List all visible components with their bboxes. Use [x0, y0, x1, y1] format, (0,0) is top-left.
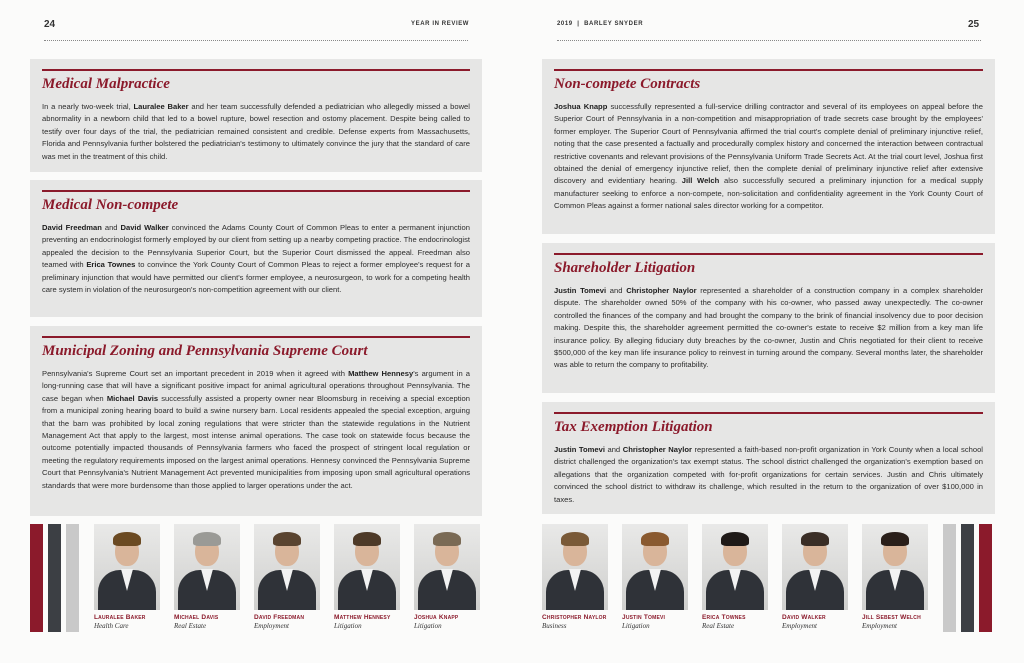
- header-divider: [557, 40, 981, 41]
- decor-bar-dark: [48, 524, 61, 632]
- section-rule: [42, 69, 470, 71]
- attorney-card: [94, 524, 162, 630]
- attorney-name: Joshua Knapp: [554, 102, 608, 111]
- body-text: and her team successfully defended a pediatrician who allegedly missed a bowel abnormality in a newborn child that led to a bowel rupture, bowel resection and ostomy placement. Despite being called to testify over four days of the trial, the pediatrician remained consistent and credible. Defense experts from Massachusetts, Florida and Pennsylvania further bolstered the pediatrician's testimony to ultimately convince the jury that the standard of care was met in the treatment of this child.: [42, 102, 470, 161]
- practice-area: Employment: [782, 622, 817, 630]
- section-body: [554, 101, 983, 213]
- body-text: Pennsylvania's Supreme Court set an important precedent in 2019 when it agreed with: [42, 369, 349, 378]
- attorney-name: Justin Tomevi: [554, 445, 605, 454]
- body-text: represented a shareholder of a construction company in a complex shareholder dispute. The shareholder owned 50% of the company with his co-owner, who passed away unexpectedly. The co-owner controlled the finances of the company and had brought the company to the brink of financial insolvency due to poor decision making. Despite this, the shareholder agreement permitted the co-owner's estate to receive $2 million from a key man life insurance policy. By alleging fiduciary duty breaches by the co-owner, Justin and Chris negotiated for their client to receive $500,000 of the key man life insurance policy to reinvest in turning around the company. Several months later, the shareholder was able to return the company to profitability.: [554, 286, 984, 370]
- section-medical-malpractice: [30, 59, 482, 172]
- practice-area: Litigation: [622, 622, 650, 630]
- attorney-photo: [702, 524, 768, 610]
- attorney-photo: [542, 524, 608, 610]
- attorney-photo: [174, 524, 240, 610]
- practice-area: Employment: [862, 622, 897, 630]
- attorney-card: [542, 524, 610, 630]
- portrait-hair: [801, 532, 829, 546]
- attorney-photo: [334, 524, 400, 610]
- decor-bar-light: [943, 524, 956, 632]
- attorney-card: [174, 524, 242, 630]
- section-municipal-zoning: [30, 326, 482, 516]
- body-text: 's argument in a long-running case that will have a significant positive impact for animal agricultural operations throughout Pennsylvania. The case began when: [42, 369, 470, 403]
- attorney-photo: [622, 524, 688, 610]
- running-head: 2019 | BARLEY SNYDER: [557, 21, 644, 27]
- attorney-name: David Freedman: [254, 614, 305, 621]
- attorney-card: [782, 524, 850, 630]
- attorney-name: Erica Townes: [702, 614, 746, 621]
- attorney-photos: [542, 524, 952, 634]
- section-shareholder-litigation: [542, 243, 995, 393]
- practice-area: Employment: [254, 622, 289, 630]
- attorney-name: David Walker: [120, 223, 169, 232]
- attorney-name: David Freedman: [42, 223, 102, 232]
- section-title: Tax Exemption Litigation: [554, 419, 713, 435]
- attorney-name: Matthew Hennesy: [334, 614, 391, 621]
- attorney-name: Christopher Naylor: [622, 445, 692, 454]
- decor-bar-dark: [961, 524, 974, 632]
- portrait-hair: [273, 532, 301, 546]
- body-text: also successfully secured a preliminary injunction for a medical supply manufacturer seeking to enforce a non-compete, non-solicitation and confidentiality agreement in the York County Court of Common Pleas against a former national sales director working for a competitor.: [554, 176, 983, 211]
- section-title: Non-compete Contracts: [554, 76, 701, 92]
- attorney-card: [334, 524, 402, 630]
- body-text: represented a faith-based non-profit organization in York County when a local school district challenged the organization's tax exempt status. The school district challenged the organization's exemption based on allegations that the organization competed with for-profit organizations for certain services. Justin and Chris ultimately convinced the school district to withdraw its challenge, which resulted in the return to the organization of over $100,000 in taxes.: [554, 445, 983, 504]
- section-rule: [554, 69, 983, 71]
- body-text: successfully represented a full-service drilling contractor and several of its employees on appeal before the Superior Court of Pennsylvania in a non-competition and misappropriation of trade secrets case brought by the employees' former employer. The Superior Court of Pennsylvania affirmed the trial court's complete denial of preliminary injunctive relief, noting that the case presented a factually and procedurally complex history and concerned the interaction between contractual restrictive covenants and relevant provisions of the Pennsylvania Uniform Trade Secrets Act. At the trial court level, Joshua first obtained the denial of emergency injunctive relief, then the complete denial of preliminary injunctive relief after extensive discovery and evidentiary hearing.: [554, 102, 983, 186]
- practice-area: Health Care: [94, 622, 129, 630]
- attorney-name: Joshua Knapp: [414, 614, 459, 621]
- attorney-photo: [782, 524, 848, 610]
- page-number: 25: [968, 19, 980, 30]
- portrait-hair: [561, 532, 589, 546]
- body-text: successfully assisted a property owner near Bloomsburg in receiving a special exception from a municipal zoning hearing board to build a swine nursery barn. Local residents appealed the special exception, arguing that the barn was prohibited by local zoning regulations that were stricter than the statewide regulations in the Nutrient Management Act that apply to the largest, most intense animal operations. The case took on statewide focus because the outcome potentially impacted thousands of Pennsylvania farmers who faced the prospect of stringent local regulation or meeting the regulatory requirements imposed on the largest animal operations. Hennesy convinced the Pennsylvania Supreme Court that Pennsylvania's Nutrient Management Act prevented municipalities from imposing upon small agricultural operations standards that were more burdensome than those applied to larger operations under the act.: [42, 393, 470, 490]
- attorney-name: Justin Tomevi: [554, 286, 607, 295]
- portrait-hair: [641, 532, 669, 546]
- body-text: and: [604, 445, 623, 454]
- attorney-name: Christopher Naylor: [542, 614, 607, 621]
- attorney-name: Jill Welch: [681, 176, 720, 186]
- attorney-name: Michael Davis: [106, 393, 159, 403]
- attorney-photo: [862, 524, 928, 610]
- section-title: Medical Non-compete: [42, 197, 179, 213]
- attorney-photo: [254, 524, 320, 610]
- header-divider: [44, 40, 468, 41]
- portrait-hair: [433, 532, 461, 546]
- attorney-card: [414, 524, 482, 630]
- practice-area: Real Estate: [702, 622, 735, 630]
- decor-bar-accent: [979, 524, 992, 632]
- right-page: [512, 0, 1024, 663]
- portrait-hair: [113, 532, 141, 546]
- portrait-hair: [353, 532, 381, 546]
- portrait-hair: [881, 532, 909, 546]
- section-body: [554, 444, 983, 506]
- section-body: [554, 285, 983, 372]
- attorney-photo: [94, 524, 160, 610]
- attorney-photos: [94, 524, 484, 634]
- attorney-name: Matthew Hennesy: [348, 369, 414, 378]
- section-body: [42, 368, 470, 492]
- section-tax-exemption: [542, 402, 995, 514]
- practice-area: Business: [542, 622, 567, 630]
- section-rule: [554, 412, 983, 414]
- section-body: [42, 101, 470, 163]
- section-rule: [554, 253, 983, 255]
- attorney-name: Christopher Naylor: [626, 286, 697, 295]
- decor-bar-light: [66, 524, 79, 632]
- page-number: 24: [44, 19, 56, 30]
- decor-bar-accent: [30, 524, 43, 632]
- attorney-name: Lauralee Baker: [94, 614, 146, 621]
- section-title: Medical Malpractice: [42, 76, 170, 92]
- section-body: [42, 222, 470, 296]
- attorney-card: [702, 524, 770, 630]
- body-text: and: [606, 286, 627, 295]
- practice-area: Real Estate: [174, 622, 207, 630]
- practice-area: Litigation: [334, 622, 362, 630]
- section-medical-noncompete: [30, 180, 482, 317]
- attorney-photo: [414, 524, 480, 610]
- attorney-name: Justin Tomevi: [622, 614, 666, 621]
- attorney-card: [254, 524, 322, 630]
- section-noncompete-contracts: [542, 59, 995, 234]
- body-text: and: [101, 223, 121, 232]
- attorney-name: Erica Townes: [86, 260, 136, 270]
- running-head: YEAR IN REVIEW: [411, 21, 470, 27]
- body-text: convinced the Adams County Court of Common Pleas to enter a permanent injunction preventing an endocrinologist formerly employed by our client from setting up a nearby competing practice. The endocrinologist appealed the decision to the Pennsylvania Superior Court, but the Superior Court dismissed the appeal. Freedman also teamed with: [42, 223, 470, 270]
- portrait-hair: [721, 532, 749, 546]
- section-rule: [42, 336, 470, 338]
- body-text: In a nearly two-week trial,: [42, 102, 134, 111]
- attorney-card: [622, 524, 690, 630]
- attorney-name: Jill Sebest Welch: [862, 614, 921, 621]
- attorney-card: [862, 524, 930, 630]
- section-rule: [42, 190, 470, 192]
- section-title: Shareholder Litigation: [554, 260, 696, 276]
- portrait-hair: [193, 532, 221, 546]
- practice-area: Litigation: [414, 622, 442, 630]
- body-text: to convince the York County Court of Common Pleas to reject a former employee's request for a preliminary injunction that would have permitted our client's former employee, a neurosurgeon, to work for a competing health care system in violation of the neurosurgeon's non-competition agreement with our client.: [42, 260, 470, 295]
- attorney-name: Michael Davis: [174, 614, 219, 621]
- attorney-name: Lauralee Baker: [133, 102, 189, 111]
- attorney-name: David Walker: [782, 614, 826, 621]
- section-title: Municipal Zoning and Pennsylvania Supreme Court: [42, 343, 368, 359]
